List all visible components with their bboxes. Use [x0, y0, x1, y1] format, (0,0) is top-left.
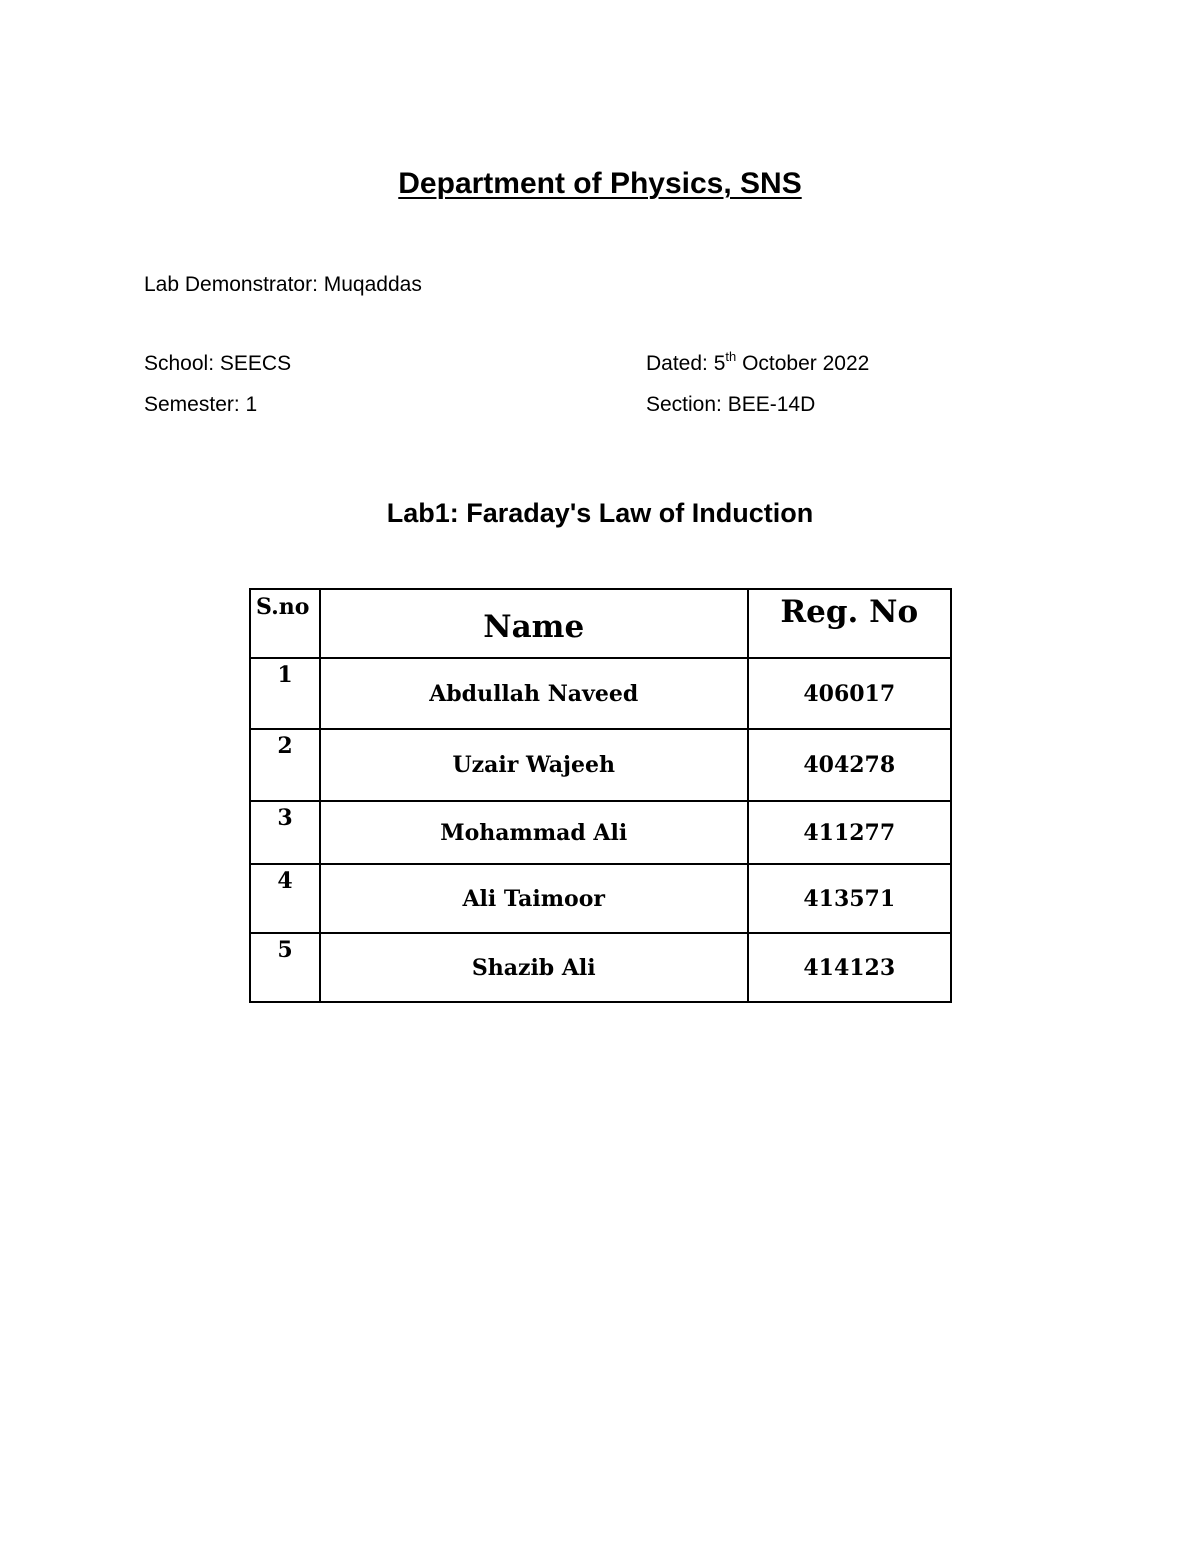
table-row — [250, 801, 951, 864]
header-reg-no: Reg. No — [748, 589, 951, 658]
lab-demonstrator: Lab Demonstrator: Muqaddas — [144, 273, 422, 296]
school-info: School: SEECS — [144, 352, 292, 375]
cell-reg-no: 411277 — [748, 801, 951, 864]
cell-name: Uzair Wajeeh — [320, 729, 748, 801]
cell-name: Shazib Ali — [320, 933, 748, 1002]
table-row — [250, 933, 951, 1002]
header-name: Name — [320, 589, 748, 658]
cell-sno: 4 — [250, 864, 320, 933]
cell-reg-no: 414123 — [748, 933, 951, 1002]
cell-name: Abdullah Naveed — [320, 658, 748, 729]
page-title: Department of Physics, SNS — [398, 167, 802, 200]
cell-sno: 1 — [250, 658, 320, 729]
students-table — [249, 588, 952, 1003]
cell-sno: 2 — [250, 729, 320, 801]
semester-info: Semester: 1 — [144, 393, 258, 416]
cell-sno: 5 — [250, 933, 320, 1002]
cell-name: Mohammad Ali — [320, 801, 748, 864]
section-info: Section: BEE-14D — [646, 393, 816, 416]
lab-title: Lab1: Faraday's Law of Induction — [386, 498, 814, 528]
date-superscript: th — [725, 349, 737, 364]
table-row — [250, 658, 951, 729]
cell-reg-no: 406017 — [748, 658, 951, 729]
cell-sno: 3 — [250, 801, 320, 864]
table-row — [250, 729, 951, 801]
table-row — [250, 864, 951, 933]
cell-reg-no: 404278 — [748, 729, 951, 801]
cell-name: Ali Taimoor — [320, 864, 748, 933]
header-sno: S.no — [250, 589, 320, 658]
cell-reg-no: 413571 — [748, 864, 951, 933]
table-header-row — [250, 589, 951, 658]
date-suffix: October 2022 — [736, 352, 870, 375]
date-info — [646, 351, 869, 377]
date-prefix: Dated: 5 — [646, 352, 726, 375]
